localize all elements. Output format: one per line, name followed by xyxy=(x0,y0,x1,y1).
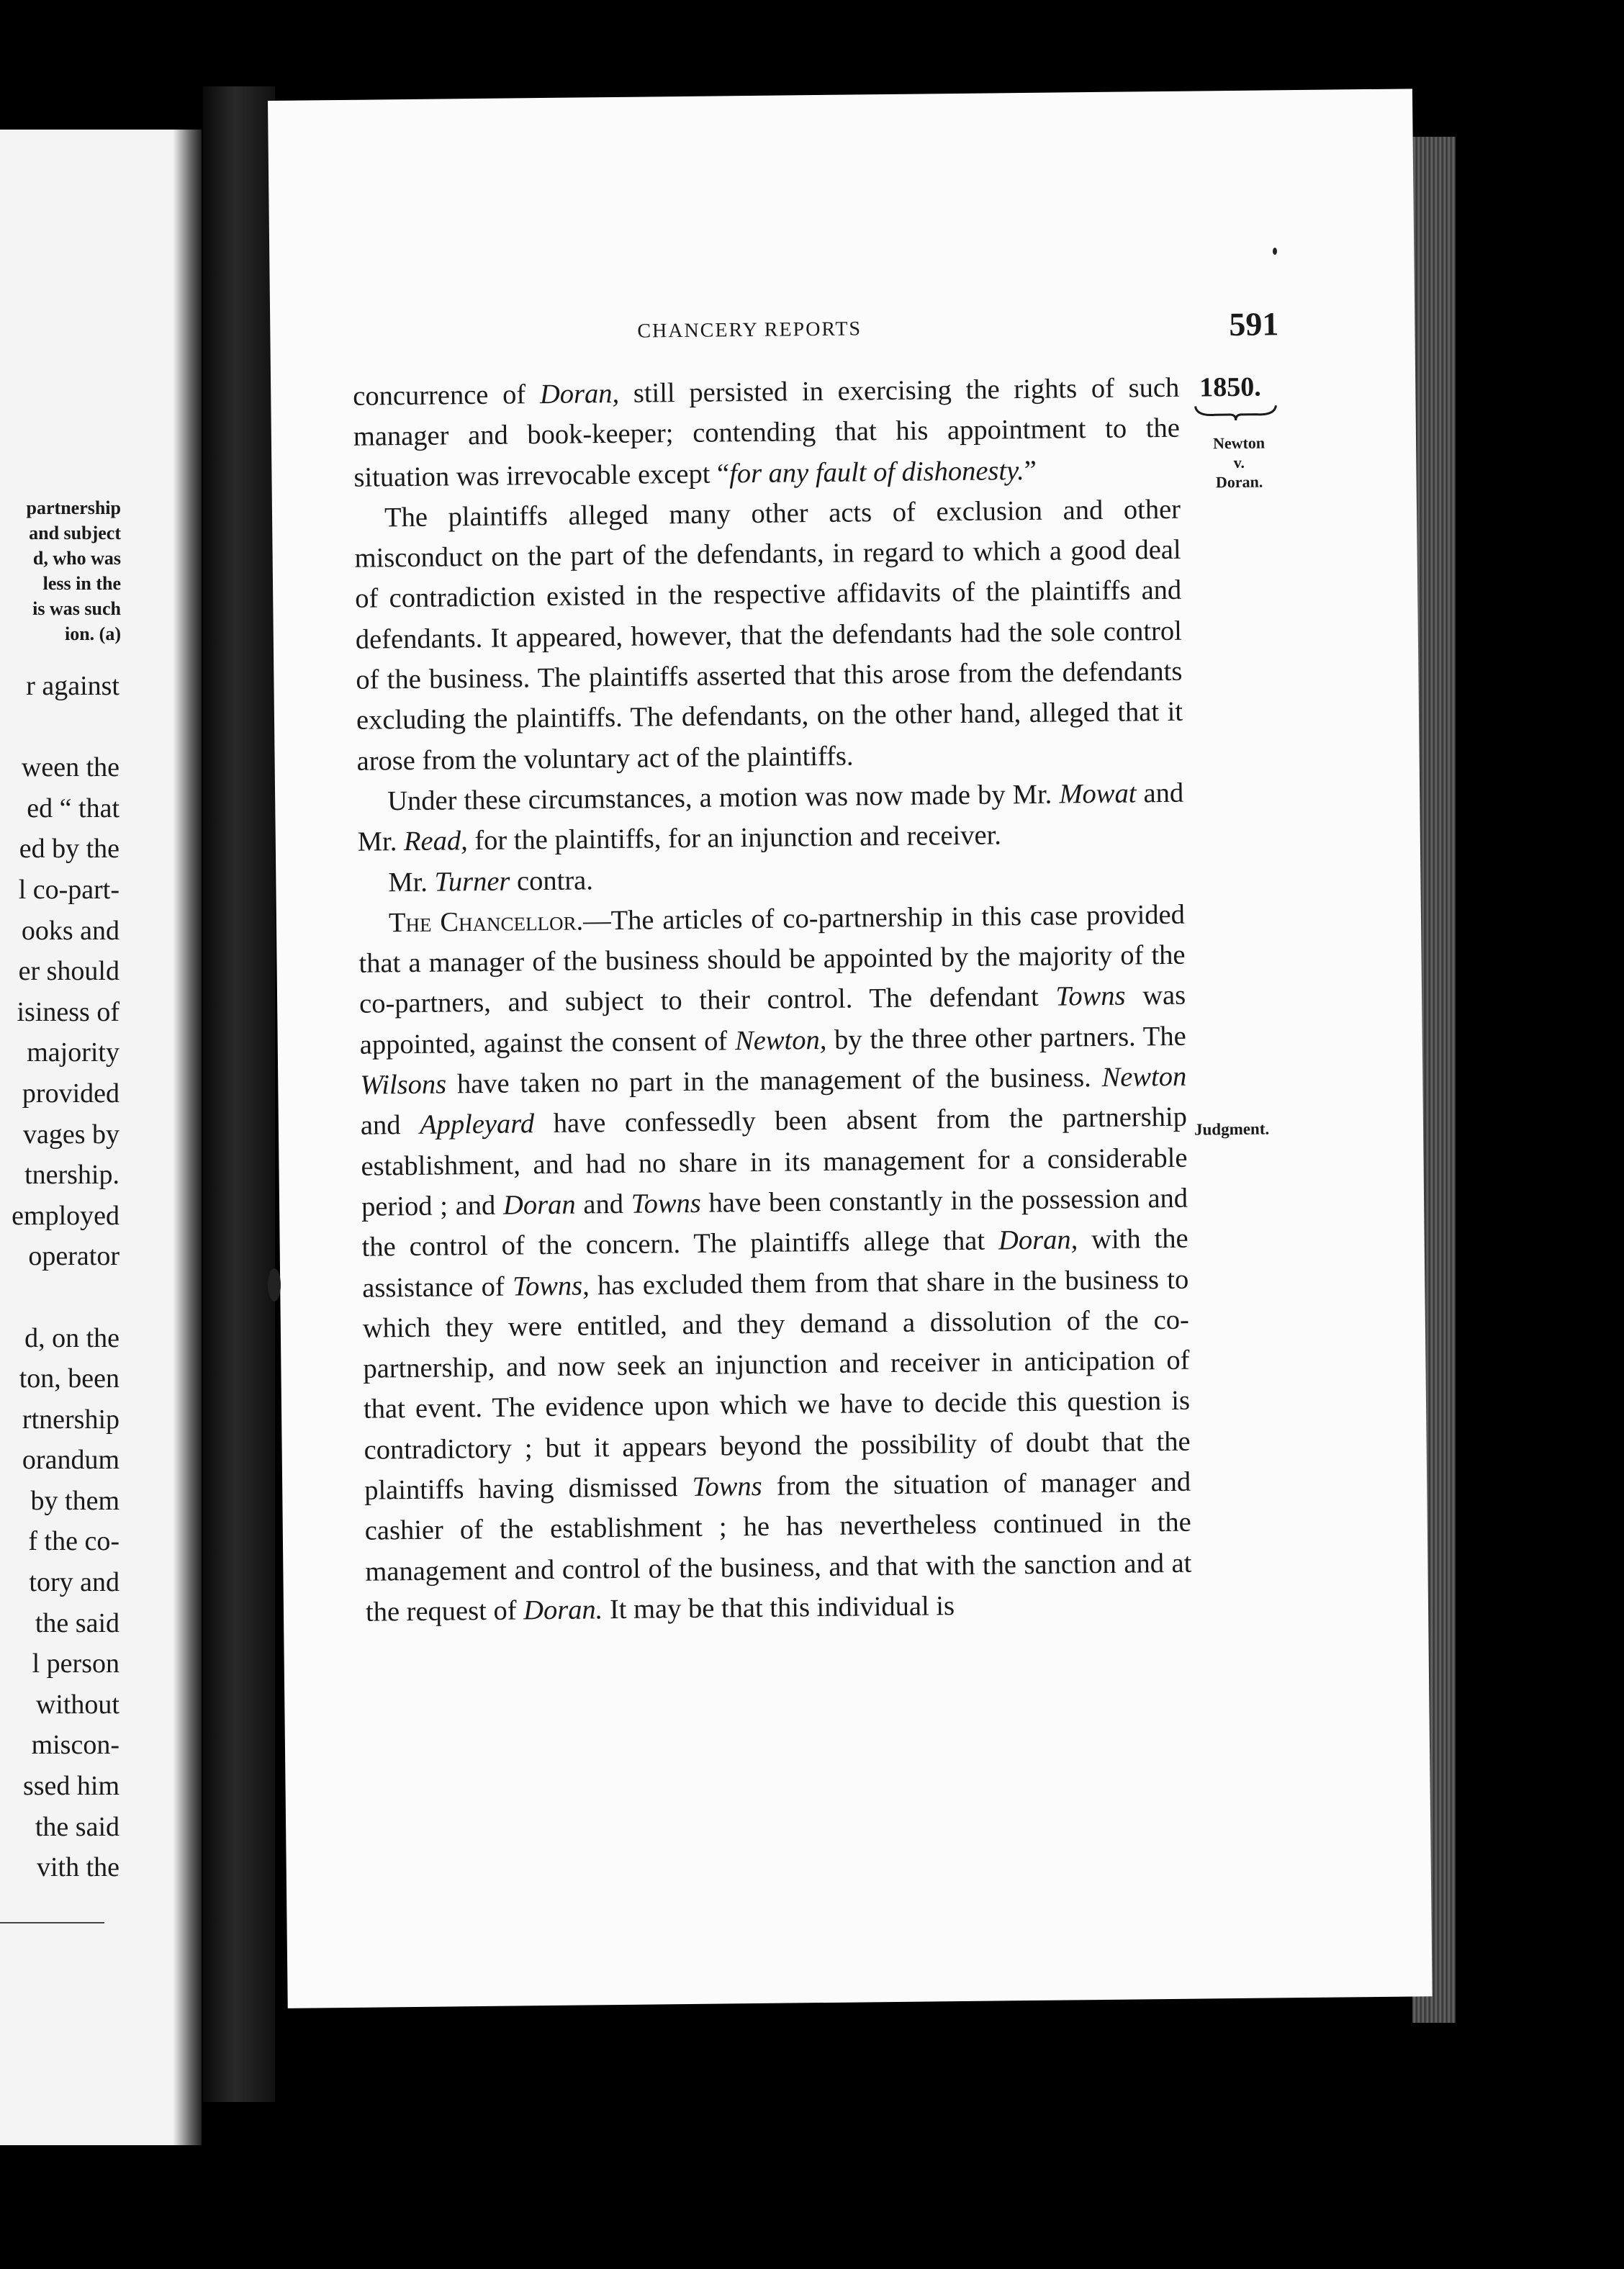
paragraph-judgment xyxy=(358,895,1193,1633)
party-name: Newton, xyxy=(734,1024,827,1057)
running-head: CHANCERY REPORTS xyxy=(637,317,862,343)
margin-case-name xyxy=(1204,433,1274,492)
text-run: from the situation of manager and cashier of the establishment ; he has nevertheless continued in the management and control of the business, and that with the sanction and at the request of xyxy=(364,1466,1192,1628)
party-name: Towns xyxy=(1055,981,1126,1013)
text-run: It may be that this individual is xyxy=(603,1591,955,1625)
left-side-note-line: less in the xyxy=(42,573,121,594)
left-body-line: f the co- xyxy=(28,1526,119,1557)
text-run: Mr. xyxy=(388,867,435,898)
party-name: Towns, xyxy=(512,1270,590,1302)
text-run: has excluded them from that share in the business to which they were entitled, and they demand a dissolution of the co-partnership, and now seek an injunction and receiver in anticipation of that event. The evidence upon which we have to decide this question is contradictory ; but it appears beyond the possibility of doubt that the plaintiffs having dismissed xyxy=(362,1264,1191,1506)
left-body-line: rtnership xyxy=(22,1404,119,1435)
counsel-name: Read, xyxy=(403,826,468,857)
text-run: have taken no part in the management of the business. xyxy=(446,1062,1102,1100)
left-side-note-line: is was such xyxy=(32,598,121,619)
text-run: ” xyxy=(1024,455,1037,486)
left-body-line: by them xyxy=(30,1485,119,1516)
ink-blot xyxy=(268,1268,281,1302)
left-body-line: vith the xyxy=(36,1852,119,1883)
body-text xyxy=(353,368,1192,1633)
left-body-line: ed by the xyxy=(19,834,119,865)
party-name: Appleyard xyxy=(419,1109,535,1141)
left-body-line: l person xyxy=(32,1648,119,1679)
party-name: Doran. xyxy=(523,1594,603,1626)
left-body-line xyxy=(0,1277,119,1318)
margin-year: 1850. xyxy=(1199,371,1261,403)
left-body-line: majority xyxy=(27,1037,119,1068)
left-page-side-note xyxy=(3,495,121,646)
margin-judgment-note: Judgment. xyxy=(1194,1119,1270,1139)
left-side-note-line: ion. (a) xyxy=(65,623,121,644)
left-body-line: ooks and xyxy=(21,915,119,946)
text-run: with the assistance of xyxy=(362,1223,1188,1304)
left-body-line: vages by xyxy=(22,1119,119,1150)
left-page-gutter-shadow xyxy=(173,130,202,2145)
text-run: and xyxy=(360,1110,420,1142)
text-run: concurrence of xyxy=(353,379,541,412)
paragraph-2: The plaintiffs alleged many other acts of exclusion and other misconduct on the part of the defendants, in regard to which a good deal of contradiction existed in the respective affidavits of the plaintiffs and defendants. It appeared, however, that the defendants had the sole control of the business. The plaintiffs asserted that this arose from the defendants excluding the plaintiffs. The defendants, on the other hand, alleged that it arose from the voluntary act of the plaintiffs. xyxy=(354,494,1183,777)
paragraph-3 xyxy=(357,773,1184,863)
left-body-line: orandum xyxy=(22,1445,119,1476)
left-body-line: tnership. xyxy=(24,1160,119,1191)
quoted-clause: for any fault of dishonesty. xyxy=(728,455,1024,489)
text-run: and xyxy=(575,1188,631,1220)
paragraph-1 xyxy=(353,368,1181,498)
counsel-name: Turner xyxy=(434,866,510,898)
left-body-line: isiness of xyxy=(17,996,119,1027)
speaker-name: The Chancellor. xyxy=(388,906,584,939)
left-body-line: ween the xyxy=(21,752,119,783)
left-body-line: provided xyxy=(22,1078,119,1109)
text-run: by the three other partners. The xyxy=(826,1021,1186,1055)
left-page-fragment xyxy=(0,130,202,2145)
book-spine xyxy=(203,86,275,2102)
left-body-line: d, on the xyxy=(24,1322,119,1353)
party-name: Doran, xyxy=(539,378,620,410)
text-run: still persisted in exercising the rights of such manager and book-keeper; contending that his appointment to the situation was irrevocable except “ xyxy=(353,372,1181,493)
left-page-body xyxy=(0,666,119,1888)
party-name: Towns xyxy=(631,1188,701,1219)
left-side-note-line: partnership xyxy=(26,497,121,518)
left-body-line: er should xyxy=(18,956,119,987)
margin-case-defendant: Doran. xyxy=(1215,472,1263,492)
left-side-note-line: and subject xyxy=(29,523,121,543)
left-side-note-line: d, who was xyxy=(32,548,121,569)
text-run: contra. xyxy=(510,865,594,897)
ink-speck xyxy=(1273,248,1277,255)
party-name: Towns xyxy=(692,1471,762,1502)
page-number: 591 xyxy=(1229,305,1279,343)
left-body-line: the said xyxy=(35,1607,119,1638)
party-name: Wilsons xyxy=(360,1069,447,1101)
margin-case-versus: v. xyxy=(1233,453,1245,472)
left-body-line: operator xyxy=(28,1241,119,1272)
brace-icon xyxy=(1194,402,1277,422)
left-body-line: ssed him xyxy=(22,1771,119,1802)
party-name: Doran xyxy=(502,1189,576,1221)
footnote-rule xyxy=(0,1922,104,1923)
text-run: have confessedly been absent from the partnership establishment, and had no share in its management for a considerable period ; and xyxy=(361,1102,1188,1222)
page-header xyxy=(270,303,1415,358)
counsel-name: Mowat xyxy=(1059,778,1137,810)
text-run: for the plaintiffs, for an injunction and receiver. xyxy=(467,820,1002,857)
main-page xyxy=(268,89,1433,2008)
left-body-line xyxy=(0,707,119,748)
left-body-line: miscon- xyxy=(31,1730,119,1761)
left-body-line: the said xyxy=(35,1811,119,1842)
party-name: Doran, xyxy=(998,1224,1078,1256)
text-run: —The articles of co-partnership in this case provided that a manager of the business should be appointed by the majority of the co-partners, and subject to their control. The defendant xyxy=(358,899,1186,1020)
left-body-line: l co-part- xyxy=(18,874,119,905)
party-name: Newton xyxy=(1101,1061,1187,1093)
left-body-line: r against xyxy=(26,671,119,701)
text-run: have been constantly in the possession and the control of the concern. The plaintiffs allege that xyxy=(361,1183,1188,1263)
text-run: was appointed, against the consent of xyxy=(359,980,1186,1060)
left-body-line: without xyxy=(35,1689,119,1720)
left-body-line: tory and xyxy=(29,1567,119,1598)
text-run: Under these circumstances, a motion was now made by Mr. xyxy=(387,779,1060,817)
margin-case-plaintiff: Newton xyxy=(1212,433,1266,453)
left-body-line: ed “ that xyxy=(27,793,119,824)
left-body-line: employed xyxy=(12,1200,119,1231)
text-run: and Mr. xyxy=(357,777,1184,858)
left-body-line: ton, been xyxy=(19,1363,119,1394)
